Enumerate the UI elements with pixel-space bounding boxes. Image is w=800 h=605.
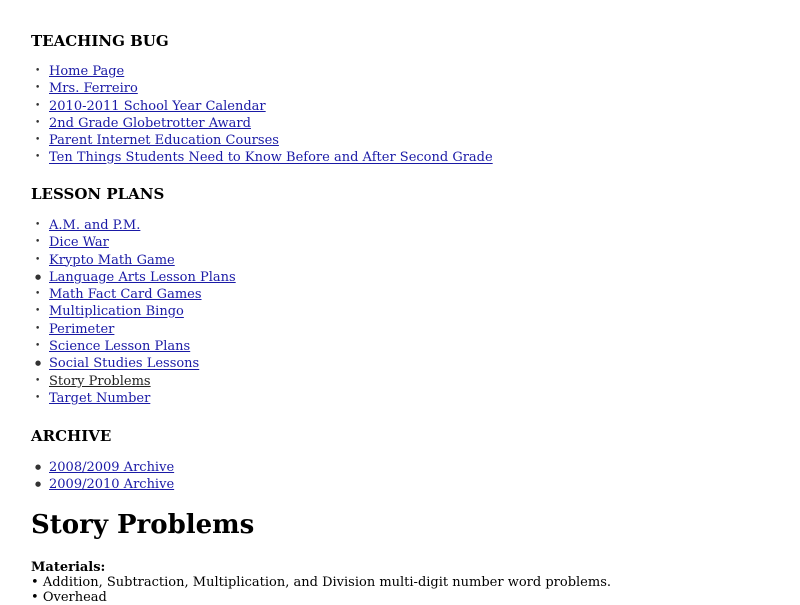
list-item <box>35 115 493 132</box>
bullet-icon: • <box>35 135 41 146</box>
section-heading: ARCHIVE <box>31 427 112 445</box>
list-item <box>35 80 493 97</box>
bullet-icon: • <box>35 306 41 317</box>
bullet-icon: ● <box>35 463 42 471</box>
list-item <box>35 286 236 303</box>
list-item <box>35 476 174 493</box>
nav-link[interactable]: Science Lesson Plans <box>49 339 191 355</box>
nav-link[interactable]: 2010-2011 School Year Calendar <box>49 98 266 114</box>
list-item <box>35 321 236 338</box>
bullet-icon: ● <box>35 480 42 489</box>
bullet-icon: • <box>35 66 41 76</box>
list-item <box>35 269 236 286</box>
bullet-icon: • <box>35 117 41 128</box>
nav-link[interactable]: Parent Internet Education Courses <box>49 133 279 149</box>
nav-link[interactable]: 2nd Grade Globetrotter Award <box>49 116 251 132</box>
bullet-icon: • <box>35 392 41 403</box>
bullet-icon: ● <box>35 272 42 281</box>
section-link-list <box>35 63 493 167</box>
list-item <box>35 132 493 149</box>
nav-link[interactable]: Ten Things Students Need to Know Before and After Second Grade <box>49 150 493 166</box>
section-link-list <box>35 459 174 494</box>
bullet-icon: • <box>35 323 41 334</box>
page-title: Story Problems <box>31 510 255 540</box>
list-item <box>35 149 493 166</box>
nav-link[interactable]: Math Fact Card Games <box>49 287 202 303</box>
materials-block <box>31 560 611 605</box>
nav-link[interactable]: Multiplication Bingo <box>49 304 184 320</box>
nav-link[interactable]: Dice War <box>49 235 109 251</box>
nav-link[interactable]: Social Studies Lessons <box>49 356 200 372</box>
nav-link[interactable]: Krypto Math Game <box>49 252 175 268</box>
materials-item: • Overhead <box>31 590 107 605</box>
bullet-icon: • <box>35 289 41 300</box>
bullet-icon: ● <box>35 359 42 368</box>
section-link-list <box>35 217 236 407</box>
nav-link[interactable]: Perimeter <box>49 321 115 337</box>
list-item <box>35 63 493 80</box>
nav-link[interactable]: Story Problems <box>49 373 151 389</box>
nav-link[interactable]: 2008/2009 Archive <box>49 460 175 476</box>
bullet-icon: • <box>35 100 41 111</box>
bullet-icon: • <box>35 254 41 265</box>
nav-link[interactable]: Language Arts Lesson Plans <box>49 270 236 286</box>
section-heading: LESSON PLANS <box>31 185 165 203</box>
bullet-icon: • <box>35 220 41 230</box>
bullet-icon: • <box>35 83 41 94</box>
nav-link[interactable]: Home Page <box>49 64 125 80</box>
list-item <box>35 234 236 251</box>
bullet-icon: • <box>35 341 41 352</box>
list-item <box>35 303 236 320</box>
list-item <box>35 355 236 372</box>
list-item <box>35 338 236 355</box>
list-item <box>35 252 236 269</box>
list-item <box>35 459 174 476</box>
bullet-icon: • <box>35 375 41 386</box>
materials-item: • Addition, Subtraction, Multiplication, and Division multi-digit number word problems. <box>31 575 611 590</box>
bullet-icon: • <box>35 237 41 248</box>
section-heading: TEACHING BUG <box>31 32 169 50</box>
list-item <box>35 390 236 407</box>
nav-link[interactable]: A.M. and P.M. <box>49 218 141 234</box>
bullet-icon: • <box>35 152 41 163</box>
nav-link[interactable]: 2009/2010 Archive <box>49 477 175 493</box>
nav-link[interactable]: Mrs. Ferreiro <box>49 81 138 97</box>
list-item <box>35 217 236 234</box>
materials-label: Materials: <box>31 560 106 575</box>
list-item <box>35 373 236 390</box>
nav-link[interactable]: Target Number <box>49 391 151 407</box>
list-item <box>35 98 493 115</box>
